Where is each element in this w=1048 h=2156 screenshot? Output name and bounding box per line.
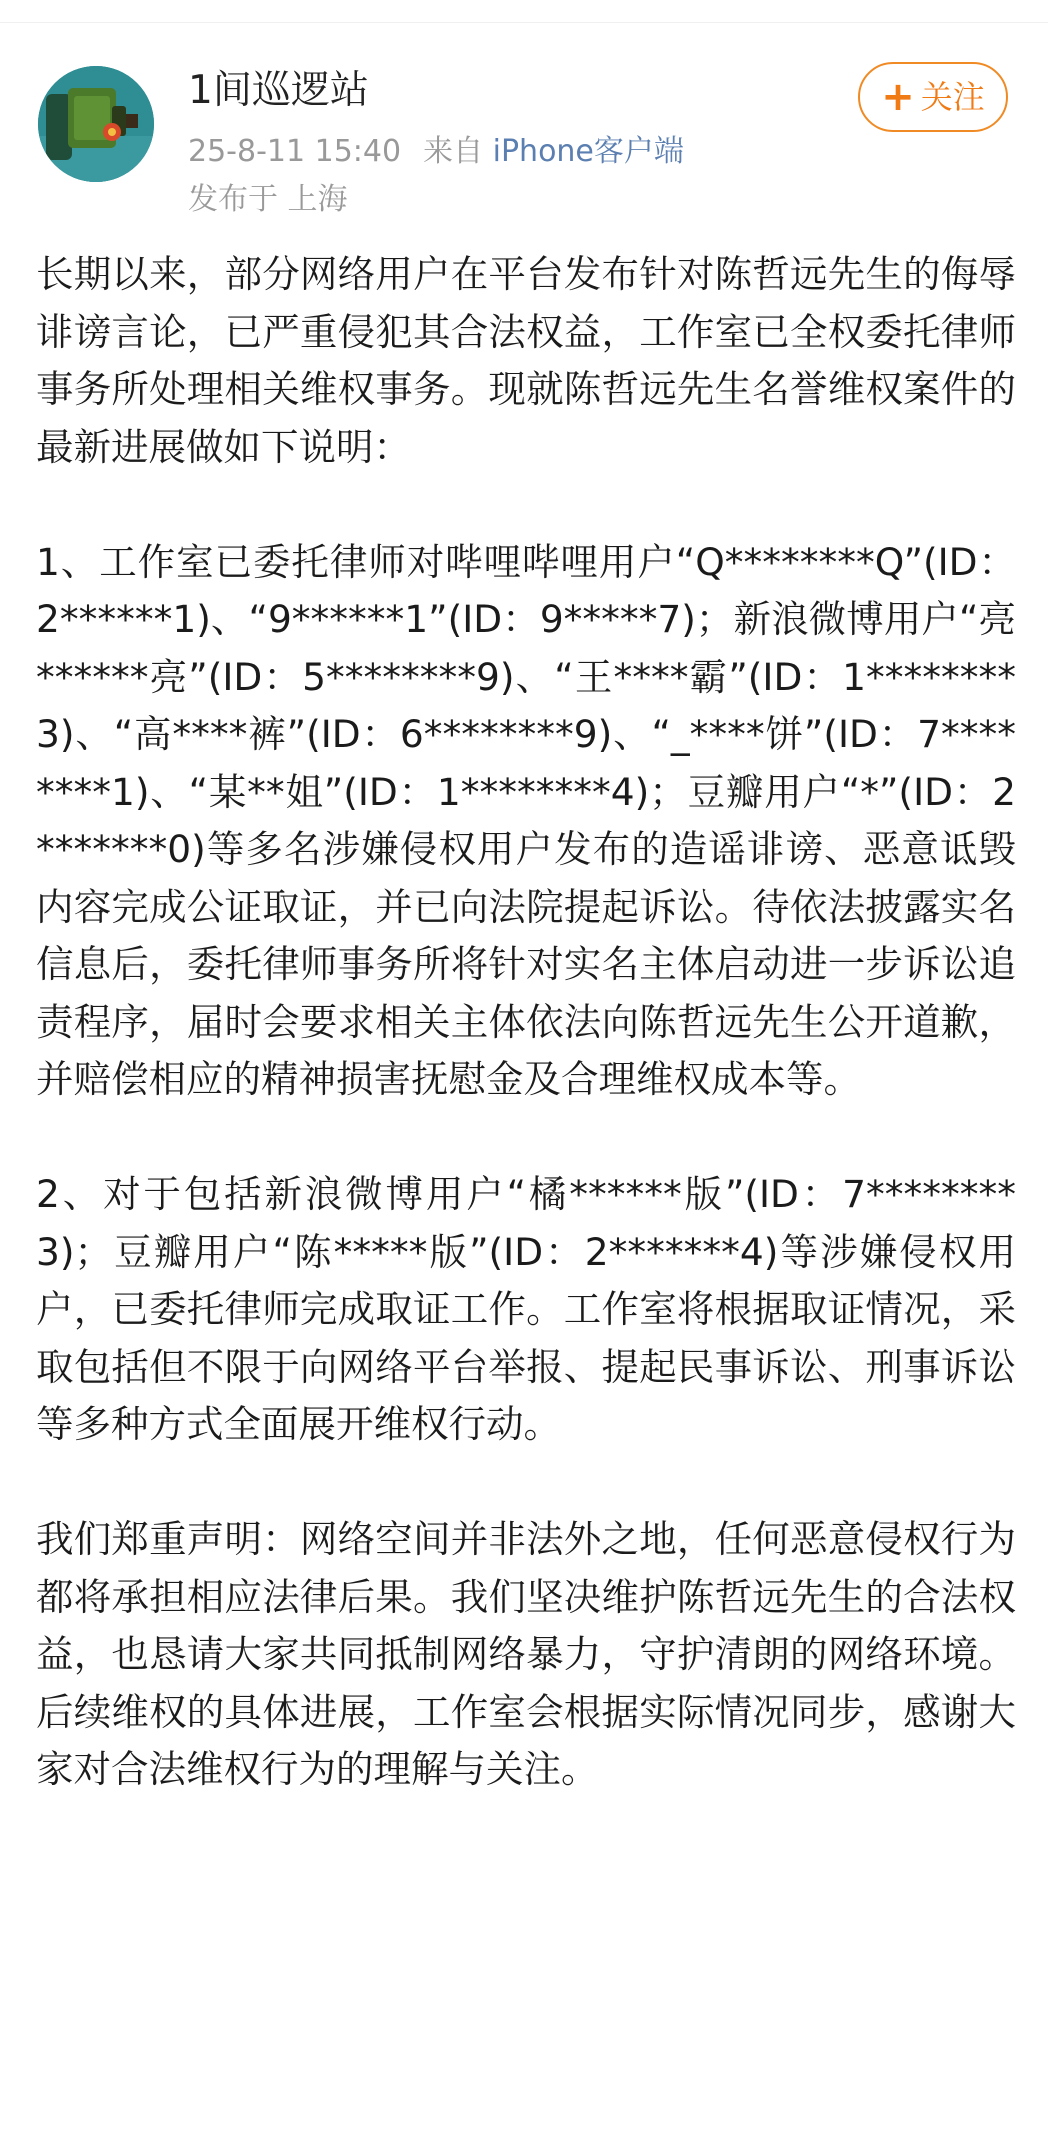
post-timestamp: 25-8-11 15:40 [188,134,402,169]
paragraph-item-1: 1、工作室已委托律师对哔哩哔哩用户“Q********Q”(ID：2******1)、“9******1”(ID：9*****7)；新浪微博用户“亮******亮”(ID：5********9)、“王****霸”(ID：1********3)、“高****裤”(ID：6********9)、“_****饼”(ID：7********1)、“某**姐”(ID：1********4)；豆瓣用户“*”(ID：2*******0)等多名涉嫌侵权用户发布的造谣诽谤、恶意诋毁内容完成公证取证，并已向法院提起诉讼。待依法披露实名信息后，委托律师事务所将针对实名主体启动进一步诉讼追责程序，届时会要求相关主体依法向陈哲远先生公开道歉，并赔偿相应的精神损害抚慰金及合理维权成本等。 [36,539,1016,1101]
post-body [36,246,1016,1799]
paragraph-intro: 长期以来，部分网络用户在平台发布针对陈哲远先生的侮辱诽谤言论，已严重侵犯其合法权益，工作室已全权委托律师事务所处理相关维权事务。现就陈哲远先生名誉维权案件的最新进展做如下说明： [36,252,1016,469]
author-name[interactable]: 1间巡逻站 [188,68,369,113]
plus-icon: + [881,74,915,120]
post-location: 发布于 上海 [188,182,348,217]
post-header [0,56,1048,236]
follow-button[interactable] [858,62,1008,132]
paragraph-statement: 我们郑重声明：网络空间并非法外之地，任何恶意侵权行为都将承担相应法律后果。我们坚决维护陈哲远先生的合法权益，也恳请大家共同抵制网络暴力，守护清朗的网络环境。后续维权的具体进展，工作室会根据实际情况同步，感谢大家对合法维权行为的理解与关注。 [36,1517,1016,1791]
avatar-logo-icon [38,66,154,182]
top-divider [0,0,1048,23]
follow-label: 关注 [920,78,985,116]
paragraph-item-2: 2、对于包括新浪微博用户“橘******版”(ID：7********3)；豆瓣用户“陈*****版”(ID：2*******4)等涉嫌侵权用户，已委托律师完成取证工作。工作室将根据取证情况，采取包括但不限于向网络平台举报、提起民事诉讼、刑事诉讼等多种方式全面展开维权行动。 [36,1172,1016,1446]
source-prefix: 来自 [423,134,484,169]
post-meta [188,132,684,172]
avatar[interactable] [38,66,154,182]
source-link[interactable]: iPhone客户端 [492,134,684,169]
